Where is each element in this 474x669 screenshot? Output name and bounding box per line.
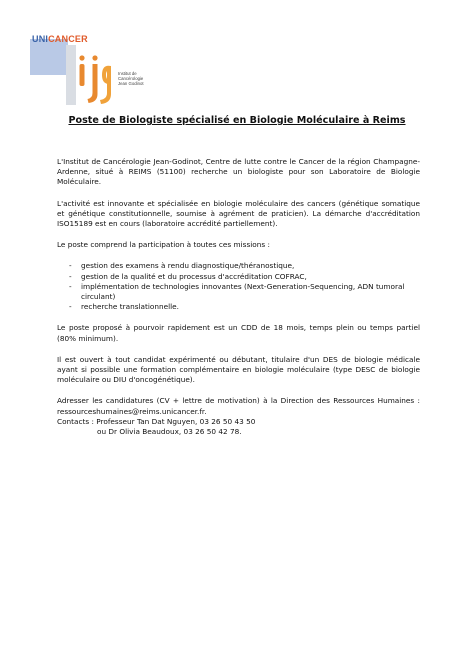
missions-intro: Le poste comprend la participation à toutes ces missions : — [57, 240, 270, 250]
institute-line: Jean Godinot — [118, 81, 144, 86]
wordmark-uni: UNI — [32, 34, 49, 44]
application-paragraph: Adresser les candidatures (CV + lettre de motivation) à la Direction des Ressources Humaines : ressourceshumaines@reims.unicancer.fr. — [57, 396, 420, 416]
wordmark-cancer: CANCER — [48, 34, 88, 44]
contact-line-2: ou Dr Olivia Beaudoux, 03 26 50 42 78. — [97, 427, 242, 437]
mission-item: - recherche translationnelle. — [57, 302, 420, 312]
eligibility-paragraph: Il est ouvert à tout candidat expérimenté ou débutant, titulaire d'un DES de biologie médicale ayant si possible une formation complémentaire en biologie moléculaire (type DESC de biologie moléculaire ou DIU d'oncogénétique). — [57, 354, 420, 385]
institute-line: Institut de — [118, 71, 137, 76]
mission-item: - gestion de la qualité et du processus d'accréditation COFRAC, — [57, 272, 420, 282]
logo-blue-square — [30, 39, 68, 75]
contract-paragraph: Le poste proposé à pourvoir rapidement est un CDD de 18 mois, temps plein ou temps partiel (80% minimum). — [57, 323, 420, 343]
unicancer-wordmark — [32, 34, 88, 44]
intro-paragraph: L'Institut de Cancérologie Jean-Godinot, Centre de lutte contre le Cancer de la région Champagne-Ardenne, situé à REIMS (51100) recherche un biologiste pour son Laboratoire de Biologie Moléculaire. — [57, 157, 420, 187]
ijg-emblem-icon — [74, 52, 120, 108]
missions-list — [57, 261, 420, 312]
institute-name — [118, 71, 144, 86]
mission-item: - implémentation de technologies innovantes (Next-Generation-Sequencing, ADN tumoral circulant) — [57, 282, 420, 302]
institute-line: Cancérologie — [118, 76, 144, 81]
job-description — [57, 157, 420, 437]
activity-paragraph: L'activité est innovante et spécialisée en biologie moléculaire des cancers (génétique somatique et génétique constitutionnelle, soumise à agrément de praticien). La démarche d'accréditation ISO15189 est en cours (laboratoire accrédité partiellement). — [57, 198, 420, 229]
contact-line-1: Contacts : Professeur Tan Dat Nguyen, 03 26 50 43 50 — [57, 416, 256, 426]
mission-item: - gestion des examens à rendu diagnostique/théranostique, — [57, 261, 420, 271]
unicancer-logo — [30, 33, 144, 108]
page-title: Poste de Biologiste spécialisé en Biologie Moléculaire à Reims — [68, 115, 406, 126]
